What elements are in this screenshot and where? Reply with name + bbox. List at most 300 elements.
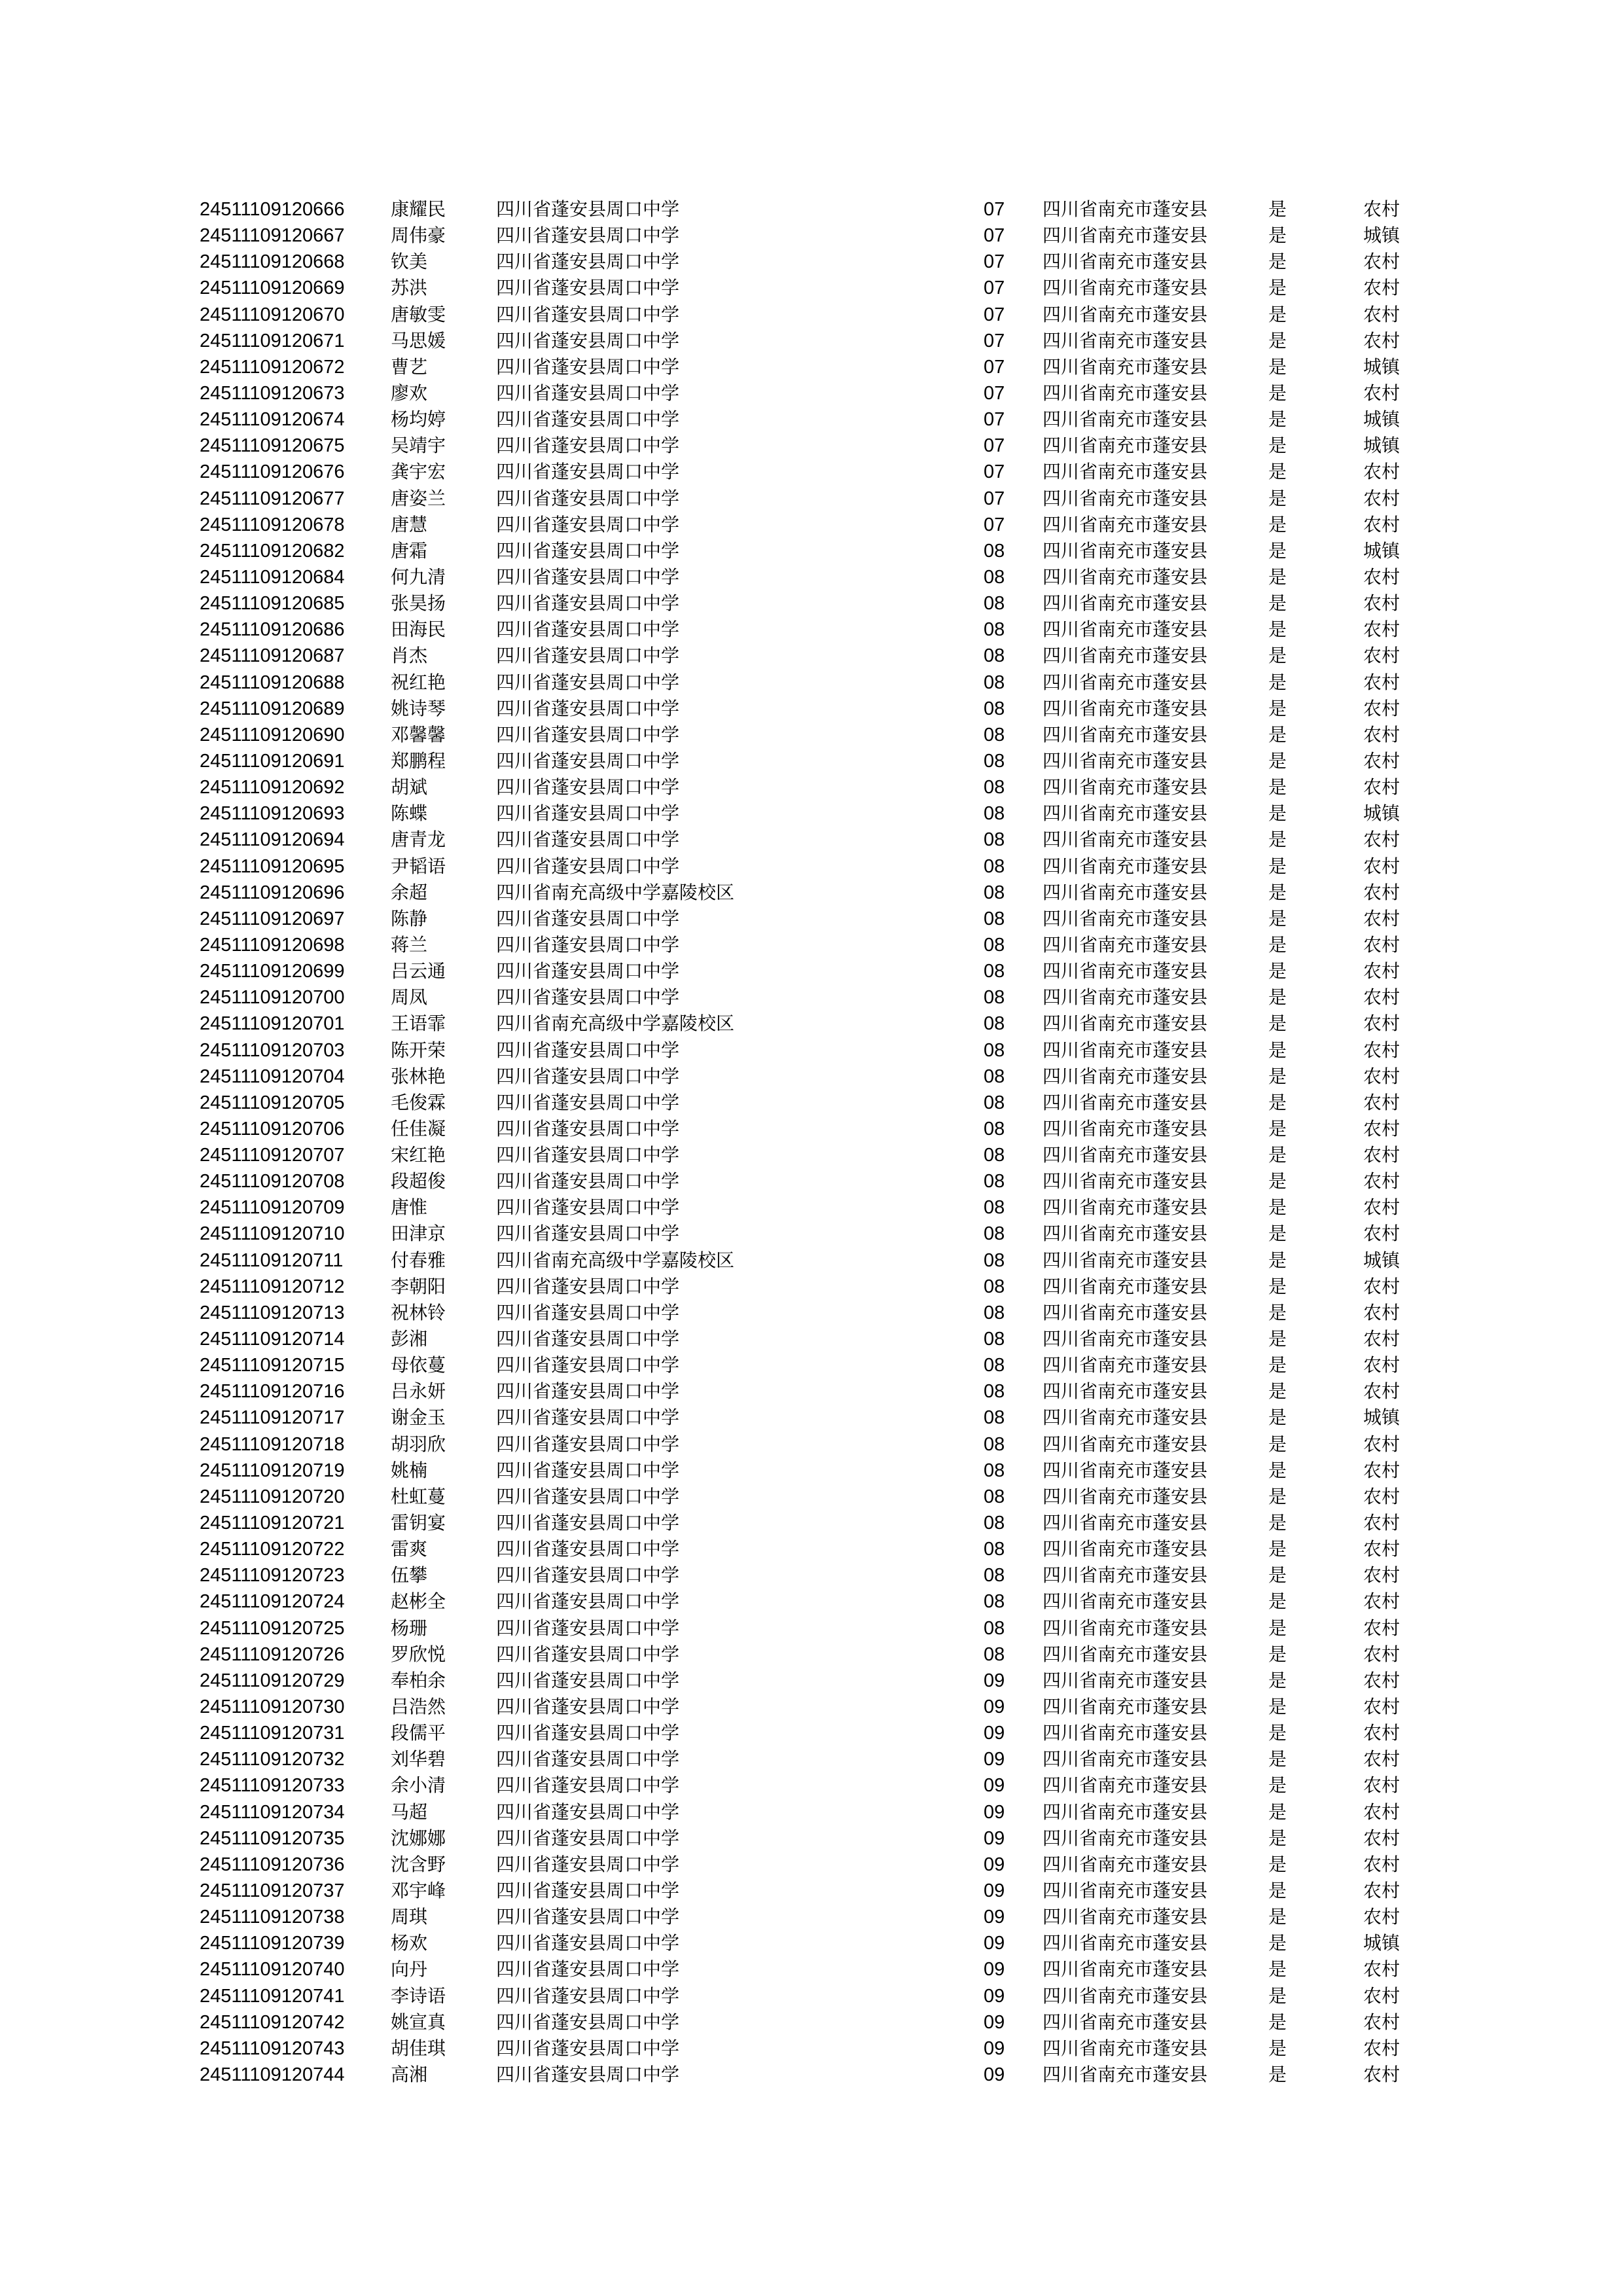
school-cell: 四川省蓬安县周口中学 [496, 1091, 680, 1113]
school-cell: 四川省蓬安县周口中学 [496, 1617, 680, 1639]
student-name-cell: 吕永妍 [391, 1380, 446, 1403]
school-cell: 四川省蓬安县周口中学 [496, 960, 680, 982]
class-cell: 07 [984, 356, 1005, 378]
school-cell: 四川省蓬安县周口中学 [496, 697, 680, 719]
student-id-cell: 24511109120685 [200, 593, 345, 615]
flag-cell: 是 [1268, 881, 1287, 903]
student-id-cell: 24511109120710 [200, 1223, 345, 1245]
table-row [0, 748, 1623, 774]
residence-type-cell: 农村 [1363, 2063, 1400, 2085]
flag-cell: 是 [1268, 1617, 1287, 1639]
school-cell: 四川省蓬安县周口中学 [496, 907, 680, 929]
school-cell: 四川省蓬安县周口中学 [496, 592, 680, 615]
school-cell: 四川省蓬安县周口中学 [496, 1275, 680, 1297]
student-id-cell: 24511109120726 [200, 1643, 345, 1665]
class-cell: 08 [984, 934, 1005, 956]
residence-type-cell: 农村 [1363, 329, 1400, 351]
residence-type-cell: 农村 [1363, 749, 1400, 772]
student-name-cell: 康耀民 [391, 198, 446, 220]
school-cell: 四川省蓬安县周口中学 [496, 382, 680, 404]
class-cell: 08 [984, 1486, 1005, 1507]
residence-type-cell: 农村 [1363, 1091, 1400, 1113]
class-cell: 08 [984, 593, 1005, 615]
flag-cell: 是 [1268, 408, 1287, 431]
flag-cell: 是 [1268, 960, 1287, 982]
school-cell: 四川省蓬安县周口中学 [496, 1958, 680, 1981]
residence-type-cell: 农村 [1363, 1538, 1400, 1560]
student-name-cell: 祝林铃 [391, 1301, 446, 1323]
school-cell: 四川省蓬安县周口中学 [496, 513, 680, 535]
table-row [0, 1956, 1623, 1982]
flag-cell: 是 [1268, 1459, 1287, 1481]
school-cell: 四川省蓬安县周口中学 [496, 776, 680, 798]
table-row [0, 853, 1623, 880]
region-cell: 四川省南充市蓬安县 [1043, 198, 1208, 220]
table-row [0, 1588, 1623, 1615]
school-cell: 四川省蓬安县周口中学 [496, 1328, 680, 1350]
school-cell: 四川省蓬安县周口中学 [496, 1196, 680, 1219]
class-cell: 08 [984, 1223, 1005, 1245]
table-row [0, 512, 1623, 538]
student-id-cell: 24511109120703 [200, 1039, 345, 1061]
residence-type-cell: 农村 [1363, 986, 1400, 1009]
school-cell: 四川省蓬安县周口中学 [496, 1748, 680, 1770]
region-cell: 四川省南充市蓬安县 [1043, 1774, 1208, 1797]
school-cell: 四川省蓬安县周口中学 [496, 251, 680, 273]
flag-cell: 是 [1268, 592, 1287, 615]
student-name-cell: 蒋兰 [391, 933, 428, 956]
region-cell: 四川省南充市蓬安县 [1043, 2011, 1208, 2033]
student-name-cell: 田津京 [391, 1223, 446, 1245]
class-cell: 07 [984, 199, 1005, 220]
student-name-cell: 廖欢 [391, 382, 428, 404]
table-row [0, 223, 1623, 249]
residence-type-cell: 农村 [1363, 671, 1400, 693]
school-cell: 四川省蓬安县周口中学 [496, 435, 680, 457]
flag-cell: 是 [1268, 461, 1287, 483]
region-cell: 四川省南充市蓬安县 [1043, 881, 1208, 903]
student-name-cell: 肖杰 [391, 645, 428, 667]
residence-type-cell: 农村 [1363, 1065, 1400, 1087]
table-row [0, 302, 1623, 328]
student-name-cell: 苏洪 [391, 277, 428, 299]
residence-type-cell: 城镇 [1363, 435, 1400, 457]
school-cell: 四川省蓬安县周口中学 [496, 565, 680, 588]
flag-cell: 是 [1268, 1564, 1287, 1587]
region-cell: 四川省南充市蓬安县 [1043, 1013, 1208, 1035]
class-cell: 07 [984, 330, 1005, 351]
class-cell: 07 [984, 435, 1005, 457]
table-row [0, 1746, 1623, 1772]
residence-type-cell: 城镇 [1363, 1249, 1400, 1271]
flag-cell: 是 [1268, 1013, 1287, 1035]
region-cell: 四川省南充市蓬安县 [1043, 1459, 1208, 1481]
student-id-cell: 24511109120693 [200, 803, 345, 825]
table-row [0, 1431, 1623, 1458]
table-row [0, 906, 1623, 932]
student-id-cell: 24511109120714 [200, 1329, 345, 1350]
student-id-cell: 24511109120744 [200, 2064, 345, 2085]
class-cell: 08 [984, 1433, 1005, 1455]
flag-cell: 是 [1268, 933, 1287, 956]
region-cell: 四川省南充市蓬安县 [1043, 1144, 1208, 1166]
region-cell: 四川省南充市蓬安县 [1043, 1380, 1208, 1403]
region-cell: 四川省南充市蓬安县 [1043, 802, 1208, 825]
student-id-cell: 24511109120737 [200, 1880, 345, 1901]
residence-type-cell: 农村 [1363, 1669, 1400, 1691]
student-name-cell: 雷钥宴 [391, 1512, 446, 1534]
class-cell: 08 [984, 1066, 1005, 1087]
student-id-cell: 24511109120730 [200, 1696, 345, 1718]
school-cell: 四川省蓬安县周口中学 [496, 1144, 680, 1166]
student-name-cell: 余小清 [391, 1774, 446, 1797]
student-name-cell: 高湘 [391, 2063, 428, 2085]
student-name-cell: 李朝阳 [391, 1275, 446, 1297]
class-cell: 09 [984, 1933, 1005, 1954]
table-row [0, 1352, 1623, 1378]
student-name-cell: 杨均婷 [391, 408, 446, 431]
residence-type-cell: 农村 [1363, 1328, 1400, 1350]
table-row [0, 486, 1623, 512]
class-cell: 08 [984, 1145, 1005, 1166]
school-cell: 四川省蓬安县周口中学 [496, 1407, 680, 1429]
student-id-cell: 24511109120691 [200, 750, 345, 772]
student-id-cell: 24511109120705 [200, 1092, 345, 1113]
region-cell: 四川省南充市蓬安县 [1043, 461, 1208, 483]
residence-type-cell: 农村 [1363, 487, 1400, 509]
student-name-cell: 陈蝶 [391, 802, 428, 825]
flag-cell: 是 [1268, 355, 1287, 378]
student-id-cell: 24511109120729 [200, 1670, 345, 1691]
flag-cell: 是 [1268, 1748, 1287, 1770]
region-cell: 四川省南充市蓬安县 [1043, 1328, 1208, 1350]
student-name-cell: 宋红艳 [391, 1144, 446, 1166]
flag-cell: 是 [1268, 1880, 1287, 1901]
school-cell: 四川省蓬安县周口中学 [496, 277, 680, 299]
student-name-cell: 胡佳琪 [391, 2037, 446, 2059]
class-cell: 08 [984, 777, 1005, 798]
region-cell: 四川省南充市蓬安县 [1043, 829, 1208, 851]
class-cell: 08 [984, 1118, 1005, 1139]
residence-type-cell: 农村 [1363, 2037, 1400, 2059]
class-cell: 08 [984, 1197, 1005, 1219]
region-cell: 四川省南充市蓬安县 [1043, 645, 1208, 667]
student-id-cell: 24511109120735 [200, 1827, 345, 1849]
student-name-cell: 唐敏雯 [391, 303, 446, 325]
student-name-cell: 余超 [391, 881, 428, 903]
table-row [0, 617, 1623, 643]
class-cell: 07 [984, 382, 1005, 404]
student-id-cell: 24511109120720 [200, 1486, 345, 1507]
student-id-cell: 24511109120687 [200, 645, 345, 667]
residence-type-cell: 农村 [1363, 645, 1400, 667]
student-id-cell: 24511109120701 [200, 1013, 345, 1035]
school-cell: 四川省蓬安县周口中学 [496, 855, 680, 877]
flag-cell: 是 [1268, 1958, 1287, 1981]
school-cell: 四川省蓬安县周口中学 [496, 1301, 680, 1323]
region-cell: 四川省南充市蓬安县 [1043, 565, 1208, 588]
class-cell: 08 [984, 698, 1005, 719]
region-cell: 四川省南充市蓬安县 [1043, 907, 1208, 929]
student-id-cell: 24511109120700 [200, 987, 345, 1009]
table-row [0, 564, 1623, 590]
student-name-cell: 彭湘 [391, 1328, 428, 1350]
class-cell: 09 [984, 1670, 1005, 1691]
flag-cell: 是 [1268, 1275, 1287, 1297]
school-cell: 四川省蓬安县周口中学 [496, 224, 680, 247]
flag-cell: 是 [1268, 1407, 1287, 1429]
region-cell: 四川省南充市蓬安县 [1043, 251, 1208, 273]
school-cell: 四川省蓬安县周口中学 [496, 461, 680, 483]
flag-cell: 是 [1268, 1328, 1287, 1350]
class-cell: 08 [984, 724, 1005, 745]
student-name-cell: 赵彬全 [391, 1590, 446, 1613]
table-row [0, 406, 1623, 433]
table-row [0, 1878, 1623, 1904]
school-cell: 四川省蓬安县周口中学 [496, 802, 680, 825]
table-row [0, 1510, 1623, 1536]
student-name-cell: 马思媛 [391, 329, 446, 351]
student-id-cell: 24511109120698 [200, 934, 345, 956]
student-id-cell: 24511109120666 [200, 199, 345, 220]
school-cell: 四川省蓬安县周口中学 [496, 1564, 680, 1587]
residence-type-cell: 农村 [1363, 907, 1400, 929]
table-row [0, 1194, 1623, 1221]
table-row [0, 1116, 1623, 1142]
residence-type-cell: 农村 [1363, 1617, 1400, 1639]
table-row [0, 1615, 1623, 1641]
flag-cell: 是 [1268, 619, 1287, 641]
table-row [0, 670, 1623, 696]
school-cell: 四川省蓬安县周口中学 [496, 933, 680, 956]
school-cell: 四川省蓬安县周口中学 [496, 1117, 680, 1139]
class-cell: 09 [984, 1827, 1005, 1849]
student-name-cell: 罗欣悦 [391, 1643, 446, 1665]
region-cell: 四川省南充市蓬安县 [1043, 1590, 1208, 1613]
residence-type-cell: 农村 [1363, 776, 1400, 798]
residence-type-cell: 农村 [1363, 1906, 1400, 1928]
student-name-cell: 田海民 [391, 619, 446, 641]
class-cell: 07 [984, 304, 1005, 325]
school-cell: 四川省蓬安县周口中学 [496, 1722, 680, 1744]
residence-type-cell: 农村 [1363, 829, 1400, 851]
student-id-cell: 24511109120678 [200, 514, 345, 535]
class-cell: 09 [984, 1749, 1005, 1770]
residence-type-cell: 农村 [1363, 1564, 1400, 1587]
flag-cell: 是 [1268, 986, 1287, 1009]
table-row [0, 1484, 1623, 1510]
residence-type-cell: 农村 [1363, 565, 1400, 588]
class-cell: 07 [984, 461, 1005, 483]
region-cell: 四川省南充市蓬安县 [1043, 1091, 1208, 1113]
student-id-cell: 24511109120732 [200, 1749, 345, 1770]
class-cell: 08 [984, 987, 1005, 1009]
table-row [0, 275, 1623, 301]
region-cell: 四川省南充市蓬安县 [1043, 2063, 1208, 2085]
student-id-cell: 24511109120697 [200, 908, 345, 929]
table-row [0, 1641, 1623, 1668]
student-name-cell: 吴靖宇 [391, 435, 446, 457]
student-name-cell: 杜虹蔓 [391, 1485, 446, 1507]
table-row [0, 2036, 1623, 2062]
table-row [0, 774, 1623, 800]
school-cell: 四川省蓬安县周口中学 [496, 539, 680, 562]
class-cell: 09 [984, 1723, 1005, 1744]
student-name-cell: 祝红艳 [391, 671, 446, 693]
class-cell: 07 [984, 225, 1005, 247]
student-name-cell: 谢金玉 [391, 1407, 446, 1429]
school-cell: 四川省南充高级中学嘉陵校区 [496, 881, 735, 903]
school-cell: 四川省蓬安县周口中学 [496, 1354, 680, 1376]
table-row [0, 1536, 1623, 1562]
table-row [0, 538, 1623, 564]
region-cell: 四川省南充市蓬安县 [1043, 1065, 1208, 1087]
student-id-cell: 24511109120672 [200, 356, 345, 378]
school-cell: 四川省蓬安县周口中学 [496, 1801, 680, 1823]
residence-type-cell: 农村 [1363, 881, 1400, 903]
student-name-cell: 段超俊 [391, 1170, 446, 1193]
student-id-cell: 24511109120673 [200, 382, 345, 404]
flag-cell: 是 [1268, 1696, 1287, 1718]
student-id-cell: 24511109120708 [200, 1171, 345, 1193]
residence-type-cell: 农村 [1363, 1223, 1400, 1245]
student-name-cell: 陈开荣 [391, 1039, 446, 1061]
table-row [0, 932, 1623, 958]
table-row [0, 1720, 1623, 1746]
residence-type-cell: 农村 [1363, 619, 1400, 641]
residence-type-cell: 农村 [1363, 1170, 1400, 1193]
student-id-cell: 24511109120704 [200, 1066, 345, 1087]
flag-cell: 是 [1268, 1433, 1287, 1455]
residence-type-cell: 城镇 [1363, 1932, 1400, 1954]
class-cell: 07 [984, 514, 1005, 535]
residence-type-cell: 农村 [1363, 1827, 1400, 1849]
residence-type-cell: 农村 [1363, 1984, 1400, 2007]
school-cell: 四川省蓬安县周口中学 [496, 198, 680, 220]
flag-cell: 是 [1268, 645, 1287, 667]
flag-cell: 是 [1268, 1722, 1287, 1744]
table-row [0, 328, 1623, 354]
region-cell: 四川省南充市蓬安县 [1043, 1958, 1208, 1981]
region-cell: 四川省南充市蓬安县 [1043, 1696, 1208, 1718]
flag-cell: 是 [1268, 1039, 1287, 1061]
residence-type-cell: 城镇 [1363, 408, 1400, 431]
flag-cell: 是 [1268, 1065, 1287, 1087]
student-name-cell: 周伟豪 [391, 224, 446, 247]
student-name-cell: 尹韬语 [391, 855, 446, 877]
student-name-cell: 唐姿兰 [391, 487, 446, 509]
table-row [0, 1904, 1623, 1930]
student-id-cell: 24511109120741 [200, 1985, 345, 2007]
student-id-cell: 24511109120692 [200, 777, 345, 798]
student-id-cell: 24511109120677 [200, 488, 345, 509]
table-row [0, 1300, 1623, 1326]
student-name-cell: 杨珊 [391, 1617, 428, 1639]
residence-type-cell: 农村 [1363, 960, 1400, 982]
school-cell: 四川省蓬安县周口中学 [496, 1669, 680, 1691]
student-id-cell: 24511109120716 [200, 1381, 345, 1403]
residence-type-cell: 农村 [1363, 1380, 1400, 1403]
school-cell: 四川省蓬安县周口中学 [496, 1827, 680, 1849]
class-cell: 09 [984, 1801, 1005, 1823]
flag-cell: 是 [1268, 2063, 1287, 2085]
student-id-cell: 24511109120724 [200, 1591, 345, 1613]
residence-type-cell: 农村 [1363, 1774, 1400, 1797]
student-id-cell: 24511109120738 [200, 1907, 345, 1928]
school-cell: 四川省蓬安县周口中学 [496, 355, 680, 378]
student-id-cell: 24511109120688 [200, 672, 345, 693]
table-row [0, 800, 1623, 827]
student-id-cell: 24511109120719 [200, 1460, 345, 1481]
class-cell: 09 [984, 1775, 1005, 1797]
flag-cell: 是 [1268, 855, 1287, 877]
residence-type-cell: 农村 [1363, 1301, 1400, 1323]
table-row [0, 1064, 1623, 1090]
region-cell: 四川省南充市蓬安县 [1043, 776, 1208, 798]
region-cell: 四川省南充市蓬安县 [1043, 1538, 1208, 1560]
flag-cell: 是 [1268, 1249, 1287, 1271]
class-cell: 08 [984, 750, 1005, 772]
residence-type-cell: 城镇 [1363, 224, 1400, 247]
flag-cell: 是 [1268, 1380, 1287, 1403]
table-row [0, 1037, 1623, 1064]
class-cell: 07 [984, 488, 1005, 509]
class-cell: 08 [984, 1171, 1005, 1193]
region-cell: 四川省南充市蓬安县 [1043, 1407, 1208, 1429]
flag-cell: 是 [1268, 224, 1287, 247]
school-cell: 四川省蓬安县周口中学 [496, 1459, 680, 1481]
flag-cell: 是 [1268, 1932, 1287, 1954]
region-cell: 四川省南充市蓬安县 [1043, 1880, 1208, 1901]
student-id-cell: 24511109120742 [200, 2011, 345, 2033]
student-id-cell: 24511109120715 [200, 1355, 345, 1376]
class-cell: 09 [984, 1959, 1005, 1981]
flag-cell: 是 [1268, 1117, 1287, 1139]
table-row [0, 1168, 1623, 1194]
student-name-cell: 姚诗琴 [391, 697, 446, 719]
school-cell: 四川省蓬安县周口中学 [496, 1039, 680, 1061]
table-row [0, 1799, 1623, 1825]
region-cell: 四川省南充市蓬安县 [1043, 487, 1208, 509]
student-id-cell: 24511109120696 [200, 882, 345, 903]
student-id-cell: 24511109120699 [200, 961, 345, 982]
flag-cell: 是 [1268, 1906, 1287, 1928]
school-cell: 四川省蓬安县周口中学 [496, 829, 680, 851]
flag-cell: 是 [1268, 907, 1287, 929]
table-row [0, 1983, 1623, 2009]
class-cell: 09 [984, 2011, 1005, 2033]
table-row [0, 1825, 1623, 1852]
flag-cell: 是 [1268, 198, 1287, 220]
class-cell: 08 [984, 619, 1005, 641]
flag-cell: 是 [1268, 776, 1287, 798]
residence-type-cell: 农村 [1363, 251, 1400, 273]
residence-type-cell: 农村 [1363, 1722, 1400, 1744]
class-cell: 08 [984, 1460, 1005, 1481]
region-cell: 四川省南充市蓬安县 [1043, 1039, 1208, 1061]
class-cell: 08 [984, 566, 1005, 588]
region-cell: 四川省南充市蓬安县 [1043, 619, 1208, 641]
student-id-cell: 24511109120668 [200, 251, 345, 273]
residence-type-cell: 农村 [1363, 1117, 1400, 1139]
flag-cell: 是 [1268, 1774, 1287, 1797]
residence-type-cell: 农村 [1363, 1512, 1400, 1534]
school-cell: 四川省蓬安县周口中学 [496, 1170, 680, 1193]
table-row [0, 1011, 1623, 1037]
region-cell: 四川省南充市蓬安县 [1043, 539, 1208, 562]
class-cell: 08 [984, 1329, 1005, 1350]
residence-type-cell: 农村 [1363, 277, 1400, 299]
